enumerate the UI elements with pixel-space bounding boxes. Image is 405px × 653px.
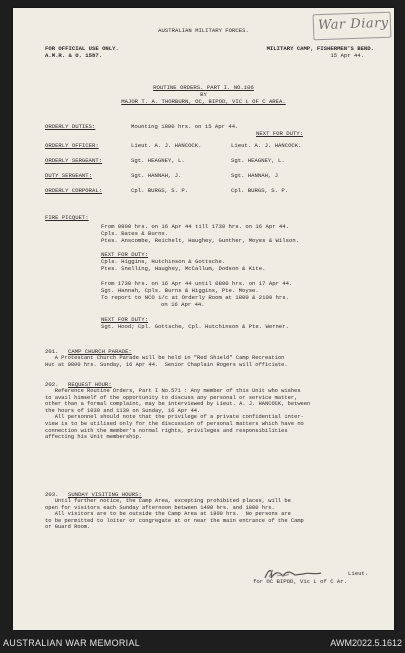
orderly-sergeant-current: Sgt. HEAGNEY, L.	[131, 157, 185, 164]
orderly-duties-label: ORDERLY DUTIES:	[45, 123, 96, 130]
fire-picquet-report: To report to NCO i/c at Orderly Room at 1800 & 2100 hrs.	[101, 294, 289, 301]
document-date: 15 Apr 44.	[330, 52, 364, 59]
orderly-officer-next: Lieut. A. J. HANCOCK.	[231, 142, 302, 149]
orderly-corporal-current: Cpl. BURGS, S. P.	[131, 187, 189, 194]
fire-picquet-cpls-1: Cpls. Bates & Burns.	[101, 230, 169, 237]
amr-reference: A.M.R. & O. 1587.	[45, 52, 103, 59]
archive-reference: AWM2022.5.1612	[330, 638, 402, 648]
duty-sergeant-label: DUTY SERGEANT:	[45, 172, 92, 179]
official-use: FOR OFFICIAL USE ONLY.	[45, 45, 119, 52]
signature-rank: Lieut.	[348, 570, 369, 577]
order-201-heading: CAMP CHURCH PARADE:	[68, 348, 132, 355]
org-heading: AUSTRALIAN MILITARY FORCES.	[158, 27, 249, 34]
orderly-sergeant-label: ORDERLY SERGEANT:	[45, 157, 103, 164]
fire-picquet-ptes-2: Ptes. Snelling, Haughey, McCallum, Dodson & Kite.	[101, 265, 266, 272]
fire-picquet-time-1: From 0800 hrs. on 16 Apr 44 till 1730 hrs. on 16 Apr 44.	[101, 223, 289, 230]
war-diary-stamp	[313, 12, 392, 41]
duty-sergeant-next: Sgt. HANNAH, J	[231, 172, 278, 179]
order-203-number: 203.	[45, 491, 59, 498]
fire-picquet-next-label-2: NEXT FOR DUTY:	[101, 316, 148, 323]
fire-picquet-ptes-1: Ptes. Anscombe, Reichelt, Haughey, Gunther, Moyes & Wilson.	[101, 237, 300, 244]
order-201-body: A Protestant Church Parade will be held in "Red Shield" Camp Recreation Hut at 0800 hrs. Sunday, 16 Apr 44. Senior Chaplain Rogers will officiate.	[45, 355, 288, 368]
orderly-corporal-next: Cpl. BURGS, S. P.	[231, 187, 289, 194]
document-page	[13, 8, 394, 630]
fire-picquet-next-2: Sgt. Hood; Cpl. Gottsche, Cpl. Hutchinson & Pte. Werner.	[101, 323, 289, 330]
archive-footer	[0, 631, 405, 653]
next-for-duty-heading: NEXT FOR DUTY:	[256, 130, 303, 137]
order-202-body: Reference Routine Orders, Part I No.571 : Any member of this Unit who wishes to avail himself of the opportunity to discuss any personal or service matter, other than a formal complaint, may be interviewed by Lieut. A. J. HANCOCK, between the hours of 1030 and 1130 on Sunday, 16 Apr 44. All personnel should note that the privilege of a private confidential inter- view is to be utilised only for the discussion of personal matters which have no connection with the member's normal rights, privileges and responsibilities affecting his Unit membership.	[45, 388, 311, 441]
orderly-officer-label: ORDERLY OFFICER:	[45, 142, 99, 149]
archive-name: AUSTRALIAN WAR MEMORIAL	[3, 638, 141, 648]
fire-picquet-label: FIRE PICQUET:	[45, 214, 89, 221]
order-201-number: 201.	[45, 348, 59, 355]
order-202-number: 202.	[45, 381, 59, 388]
order-203-body: Until further notice, the Camp Area, excepting prohibited places, will be open for visitors each Sunday afternoon between 1400 hrs. and 1800 hrs. All visitors are to be outside the Camp Area at 1800 hrs. No persons are to be permitted to loiter or congregate at or near the main entrance of the Camp or Guard Room.	[45, 498, 304, 531]
orderly-sergeant-next: Sgt. HEAGNEY, L.	[231, 157, 285, 164]
orders-title: ROUTINE ORDERS. PART I. NO.106	[153, 84, 254, 91]
duty-sergeant-current: Sgt. HANNAH, J.	[131, 172, 182, 179]
orderly-officer-current: Lieut. A. J. HANCOCK.	[131, 142, 202, 149]
order-202-heading: REQUEST HOUR:	[68, 381, 112, 388]
fire-picquet-time-2: From 1730 hrs. on 16 Apr 44 until 0800 hrs. on 17 Apr 44.	[101, 280, 293, 287]
orderly-corporal-label: ORDERLY CORPORAL:	[45, 187, 103, 194]
stamp-text: War Diary	[317, 15, 389, 34]
orderly-duties-text: Mounting 1800 hrs. on 15 Apr 44.	[131, 123, 239, 130]
signature-for: for OC BIPOD, Vic L of C Ar.	[253, 578, 347, 585]
fire-picquet-next-label: NEXT FOR DUTY:	[101, 251, 148, 258]
fire-picquet-report-date: on 16 Apr 44.	[161, 301, 205, 308]
orders-by: BY	[200, 91, 207, 98]
fire-picquet-sgt: Sgt. Hannah, Cpls. Burns & Higgins, Pte. Moyse.	[101, 287, 259, 294]
camp-location: MILITARY CAMP, FISHERMEN'S BEND.	[266, 45, 374, 52]
order-203-heading: SUNDAY VISITING HOURS:	[68, 491, 142, 498]
fire-picquet-cpls-2: Cpls. Higgins, Hutchinson & Gottsche.	[101, 258, 226, 265]
orders-officer: MAJOR T. A. THORBURN, OC, BIPOD, VIC L OF C AREA.	[121, 98, 286, 105]
